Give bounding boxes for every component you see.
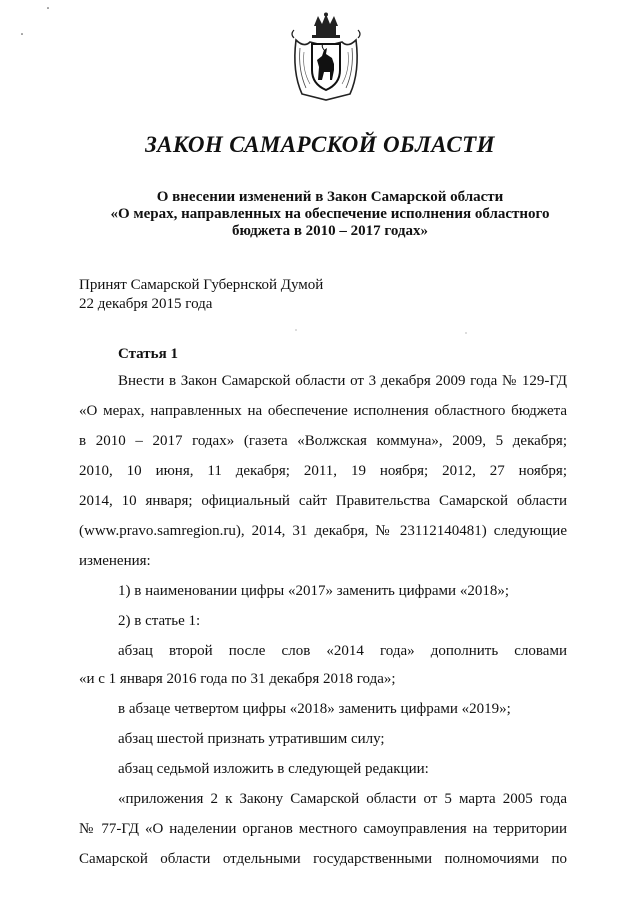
article-heading: Статья 1 [118, 346, 178, 362]
subtitle-line: О внесении изменений в Закон Самарской области [156, 189, 504, 205]
body-line: «приложения 2 к Закону Самарской области от 5 марта 2005 года [118, 791, 567, 807]
adoption-note [79, 276, 323, 314]
body-line: 1) в наименовании цифры «2017» заменить цифрами «2018»; [118, 583, 509, 599]
body-line: в 2010 – 2017 годах» (газета «Волжская коммуна», 2009, 5 декабря; [79, 433, 567, 449]
body-line: «и с 1 января 2016 года по 31 декабря 2018 года»; [79, 671, 396, 687]
adoption-body: Принят Самарской Губернской Думой [79, 277, 324, 293]
body-line: Внести в Закон Самарской области от 3 декабря 2009 года № 129-ГД [118, 373, 567, 389]
body-line: абзац шестой признать утратившим силу; [118, 731, 385, 747]
body-line: изменения: [79, 553, 151, 569]
subtitle-line: «О мерах, направленных на обеспечение исполнения областного [110, 206, 550, 222]
body-line: 2) в статье 1: [118, 613, 201, 629]
body-line: «О мерах, направленных на обеспечение исполнения областного бюджета [79, 403, 567, 419]
body-line: абзац второй после слов «2014 года» дополнить словами [118, 643, 567, 659]
body-line: абзац седьмой изложить в следующей редакции: [118, 761, 429, 777]
law-subtitle [60, 189, 600, 240]
body-line: 2010, 10 июня, 11 декабря; 2011, 19 ноября; 2012, 27 ноября; [79, 463, 567, 479]
body-line: в абзаце четвертом цифры «2018» заменить цифрами «2019»; [118, 701, 511, 717]
body-line: 2014, 10 января; официальный сайт Правительства Самарской области [79, 493, 567, 509]
coat-of-arms-icon [288, 12, 364, 102]
body-line: Самарской области отдельными государственными полномочиями по [79, 851, 567, 867]
subtitle-line: бюджета в 2010 – 2017 годах» [231, 223, 429, 239]
adoption-date: 22 декабря 2015 года [79, 296, 213, 312]
body-line: № 77-ГД «О наделении органов местного самоуправления на территории [79, 821, 567, 837]
law-title: ЗАКОН САМАРСКОЙ ОБЛАСТИ [145, 132, 495, 157]
body-line: (www.pravo.samregion.ru), 2014, 31 декабря, № 23112140481) следующие [79, 523, 567, 539]
